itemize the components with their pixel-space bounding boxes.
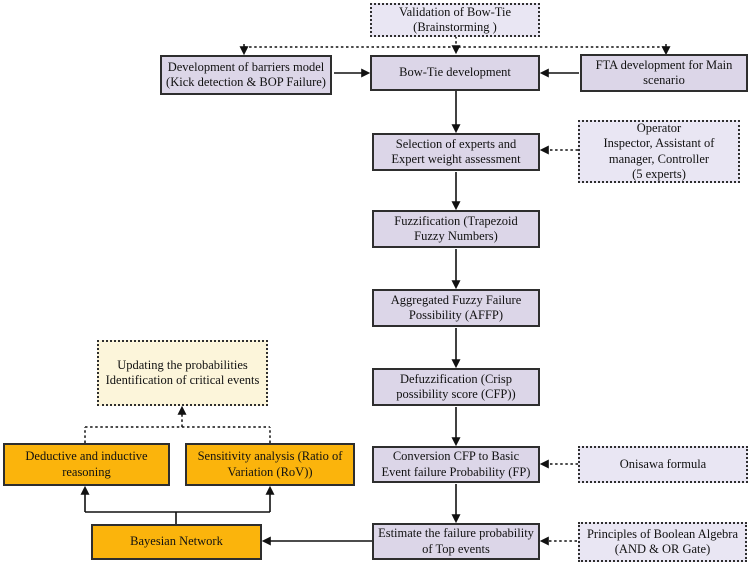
line-bayesian-stem xyxy=(85,512,270,524)
node-label: Sensitivity analysis (Ratio of Variation (RoV)) xyxy=(197,449,343,479)
node-sensitivity-analysis xyxy=(185,443,355,486)
node-expert-selection xyxy=(372,133,540,171)
node-label: Development of barriers model (Kick detection & BOP Failure) xyxy=(166,59,326,89)
node-label: FTA development for Main scenario xyxy=(595,57,733,87)
note-onisawa-formula xyxy=(578,446,748,483)
node-label: Selection of experts and Expert weight assessment xyxy=(391,136,521,166)
node-defuzzification xyxy=(372,368,540,406)
note-line: Operator xyxy=(636,121,682,135)
note-label: Onisawa formula xyxy=(619,456,707,471)
node-label: Aggregated Fuzzy Failure Possibility (AFFP) xyxy=(390,292,522,322)
node-bayesian-network xyxy=(91,524,262,560)
node-label: Bow-Tie development xyxy=(399,65,511,80)
node-updating-probabilities xyxy=(97,340,268,406)
node-label: Bayesian Network xyxy=(130,534,223,549)
node-fuzzification xyxy=(372,210,540,248)
node-aggregated-fuzzy-failure-possibility xyxy=(372,289,540,327)
node-top-event-probability xyxy=(372,523,540,560)
node-label: Conversion CFP to Basic Event failure Probability (FP) xyxy=(381,449,531,479)
node-fta-development xyxy=(580,54,748,92)
node-label: Deductive and inductive reasoning xyxy=(25,449,148,479)
node-deductive-inductive-reasoning xyxy=(3,443,170,486)
node-label: Validation of Bow-Tie (Brainstorming ) xyxy=(398,4,512,34)
node-label: Fuzzification (Trapezoid Fuzzy Numbers) xyxy=(394,213,518,243)
node-bow-tie-development xyxy=(370,55,540,91)
note-line: Inspector, Assistant of manager, Controller xyxy=(603,136,715,166)
note-line: (5 experts) xyxy=(632,166,686,181)
node-barriers-model xyxy=(160,55,332,95)
node-validation-of-bow-tie xyxy=(370,3,540,37)
node-label: Estimate the failure probability of Top events xyxy=(378,526,534,556)
note-boolean-algebra xyxy=(578,522,747,562)
dashed-bracket-to-updating xyxy=(85,427,270,443)
node-line: Updating the probabilities xyxy=(117,357,248,372)
note-label: Principles of Boolean Algebra (AND & OR Gate) xyxy=(586,526,738,556)
node-label: Defuzzification (Crisp possibility score (CFP)) xyxy=(396,371,516,401)
note-experts-list xyxy=(578,120,740,183)
node-line: Identification of critical events xyxy=(105,373,260,387)
node-cfp-to-fp-conversion xyxy=(372,446,540,483)
